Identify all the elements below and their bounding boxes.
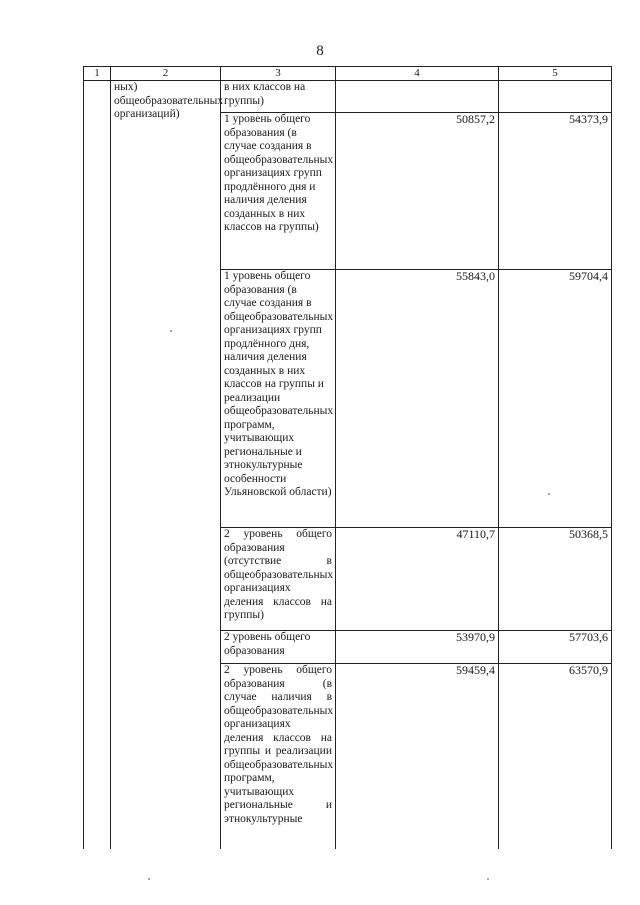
education-level-cell: 1 уровень общего образования (в случае создания в общеобразовательных организациях групп продлённого дня, наличия деления созданных в них классов на группы и реализации общеобразовательных программ, учитывающих региональные и этнокультурные особенности Ульяновской области) (221, 270, 336, 528)
value-col4-cell: 53970,9 (336, 631, 499, 664)
education-level-cell: в них классов на группы) (221, 81, 336, 113)
header-cell-3: 3 (221, 67, 336, 81)
education-level-cell: 2 уровень общего образования (221, 631, 336, 664)
value-col4-cell: 47110,7 (336, 528, 499, 631)
value-col5-cell: 59704,4 (499, 270, 612, 528)
organization-type-cell: ных) общеобразовательных организаций) (111, 81, 221, 849)
education-level-cell: 1 уровень общего образования (в случае создания в общеобразовательных организациях групп продлённого дня и наличия деления созданных в них классов на группы) (221, 113, 336, 270)
header-cell-4: 4 (336, 67, 499, 81)
header-cell-2: 2 (111, 67, 221, 81)
value-col4-cell (336, 81, 499, 113)
value-col5-cell (499, 81, 612, 113)
value-col5-cell: 63570,9 (499, 664, 612, 849)
scan-speck (548, 493, 550, 495)
table-row (84, 81, 612, 113)
value-col4-cell: 55843,0 (336, 270, 499, 528)
value-col5-cell: 50368,5 (499, 528, 612, 631)
education-level-cell: 2 уровень общего образования (отсутствие в общеобразовательных организациях деления классов на группы) (221, 528, 336, 631)
scan-speck (487, 878, 489, 880)
scan-speck (170, 330, 172, 332)
cell-col1 (84, 81, 111, 849)
header-cell-5: 5 (499, 67, 612, 81)
value-col5-cell: 54373,9 (499, 113, 612, 270)
data-table (83, 66, 612, 849)
table-header-row (84, 67, 612, 81)
education-level-cell: 2 уровень общего образования (в случае наличия в общеобразовательных организациях деления классов на группы и реализации общеобразовательных программ, учитывающих региональные и этнокультурные (221, 664, 336, 849)
page-number: 8 (316, 43, 324, 59)
scan-speck (148, 878, 150, 880)
value-col5-cell: 57703,6 (499, 631, 612, 664)
value-col4-cell: 59459,4 (336, 664, 499, 849)
header-cell-1: 1 (84, 67, 111, 81)
value-col4-cell: 50857,2 (336, 113, 499, 270)
